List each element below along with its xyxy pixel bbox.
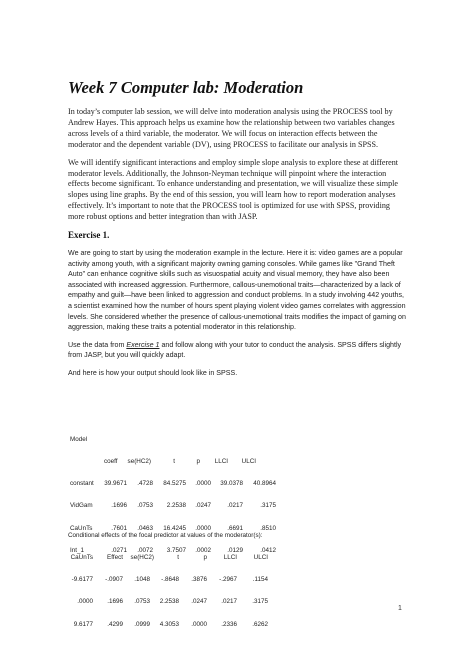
model-label: Model bbox=[70, 435, 88, 443]
exercise-heading: Exercise 1. bbox=[68, 230, 110, 241]
model-cell: .0753 bbox=[137, 502, 153, 510]
model-cell: .0247 bbox=[195, 502, 211, 510]
page-title: Week 7 Computer lab: Moderation bbox=[68, 78, 304, 97]
model-row-vidgam bbox=[70, 502, 276, 509]
model-row-constant bbox=[70, 480, 276, 487]
conditional-cell: .0000 bbox=[191, 620, 207, 628]
conditional-cell: -.0907 bbox=[105, 576, 123, 584]
conditional-cell: 9.6177 bbox=[73, 620, 93, 628]
conditional-row-low bbox=[68, 576, 268, 583]
model-cell: 84.5275 bbox=[163, 480, 186, 488]
model-header-cell: se(HC2) bbox=[127, 458, 151, 466]
model-cell: .7601 bbox=[111, 524, 127, 532]
conditional-cell: -.2967 bbox=[219, 576, 237, 584]
conditional-cell: -.8648 bbox=[161, 576, 179, 584]
model-header-cell: ULCI bbox=[241, 458, 256, 466]
conditional-cell: .0217 bbox=[221, 598, 237, 606]
conditional-cell: .2336 bbox=[221, 620, 237, 628]
conditional-cell: .0247 bbox=[191, 598, 207, 606]
model-cell: .0072 bbox=[137, 546, 153, 554]
model-header-cell: t bbox=[173, 458, 175, 466]
model-cell: 39.9671 bbox=[104, 480, 127, 488]
intro-paragraph-1: In today’s computer lab session, we will delve into moderation analysis using the PROCESS tool by Andrew Hayes. This approach helps us examine how the relationship between two variables changes across levels of a third variable, the moderator. We will focus on interaction effects between the moderator and the dependent variable (DV), using PROCESS to facilitate our analysis in SPSS. bbox=[68, 107, 395, 149]
conditional-cell: -9.6177 bbox=[71, 576, 93, 584]
page-number: 1 bbox=[398, 605, 402, 612]
model-header-cell: p bbox=[196, 458, 200, 466]
conditional-header-cell: t bbox=[177, 554, 179, 562]
conditional-header-cell: p bbox=[203, 554, 207, 562]
exercise-paragraph: We are going to start by using the moderation example in the lecture. Here it is: video games are a popular activity among youth, with a significant majority owning gaming consoles. While games like "Grand Theft Auto" can enhance cognitive skills such as visuospatial acuity and visual memory, they have also been associated with increased aggression. Furthermore, callous-unemotional traits—characterized by a lack of empathy and guilt—have been linked to aggression and conduct problems. In a study involving 442 youths, a scientist examined how the number of hours spent playing violent video games correlates with aggression levels. She considered whether the presence of callous-unemotional traits modifies the impact of gaming on aggression, making these traits a potential moderator in this relationship. bbox=[68, 249, 406, 332]
model-header-cell bbox=[70, 458, 104, 465]
conditional-cell: .6262 bbox=[252, 620, 268, 628]
model-cell: 40.8964 bbox=[253, 480, 276, 488]
conditional-cell: 2.2538 bbox=[159, 598, 179, 606]
conditional-cell: .4299 bbox=[107, 620, 123, 628]
intro-paragraph-2: We will identify significant interactions and employ simple slope analysis to explore these at different moderator levels. Additionally, the Johnson-Neyman technique will pinpoint where the interaction effects become significant. To enhance understanding and presentation, we will visualize these simple slopes using line graphs. By the end of this session, you will learn how to report moderation analyses effectively. It’s important to note that the PROCESS tool is optimized for use with SPSS, providing more robust options and better integration than with JASP. bbox=[68, 157, 399, 222]
conditional-header-cell: CaUnTs bbox=[70, 554, 93, 562]
conditional-header-cell: se(HC2) bbox=[130, 554, 154, 562]
model-cell: 3.7507 bbox=[166, 546, 186, 554]
document-body bbox=[68, 78, 408, 386]
model-header-cell: LLCI bbox=[214, 458, 228, 466]
conditional-cell: .3876 bbox=[191, 576, 207, 584]
conditional-cell: .3175 bbox=[252, 598, 268, 606]
conditional-row-mean bbox=[68, 598, 268, 605]
conditional-cell: .0000 bbox=[77, 598, 93, 606]
conditional-header-cell: Effect bbox=[107, 554, 123, 562]
model-cell: .0463 bbox=[137, 524, 153, 532]
model-header-cell: coeff bbox=[104, 458, 118, 466]
model-cell: .0000 bbox=[195, 480, 211, 488]
conditional-cell: .0999 bbox=[134, 620, 150, 628]
model-cell: .3175 bbox=[260, 502, 276, 510]
model-cell: CaUnTs bbox=[70, 524, 93, 532]
model-cell: .0271 bbox=[111, 546, 127, 554]
conditional-cell: .0753 bbox=[134, 598, 150, 606]
conditional-cell: .1048 bbox=[134, 576, 150, 584]
model-cell: .0217 bbox=[227, 502, 243, 510]
conditional-label: Conditional effects of the focal predictor at values of the moderator(s): bbox=[68, 531, 263, 539]
conditional-effects-table bbox=[68, 517, 268, 636]
model-cell: 2.2538 bbox=[166, 502, 186, 510]
conditional-header-row bbox=[68, 554, 268, 561]
conditional-row-high bbox=[68, 621, 268, 628]
conditional-header-cell: LLCI bbox=[223, 554, 237, 562]
conditional-cell: .1154 bbox=[252, 576, 268, 584]
conditional-cell: 4.3053 bbox=[159, 620, 179, 628]
model-cell: .0002 bbox=[195, 546, 211, 554]
conditional-header-cell: ULCI bbox=[253, 554, 268, 562]
model-cell: .0412 bbox=[260, 546, 276, 554]
model-cell: .6691 bbox=[227, 524, 243, 532]
model-cell: 16.4245 bbox=[163, 524, 186, 532]
conditional-cell: .1696 bbox=[107, 598, 123, 606]
model-cell: 39.0378 bbox=[220, 480, 243, 488]
model-header-row bbox=[70, 458, 276, 465]
model-cell: constant bbox=[70, 480, 94, 488]
model-cell: .8510 bbox=[260, 524, 276, 532]
instruction-after: and follow along with your tutor to conduct the analysis. SPSS differs slightly from JASP, but you will quickly adapt. bbox=[68, 340, 402, 360]
model-cell: .4728 bbox=[137, 480, 153, 488]
model-cell: .0000 bbox=[195, 524, 211, 532]
model-cell: VidGam bbox=[70, 502, 93, 510]
model-cell: Int_1 bbox=[70, 546, 85, 554]
output-intro: And here is how your output should look like in SPSS. bbox=[68, 369, 238, 377]
instruction-before: Use the data from bbox=[68, 340, 127, 349]
instruction-paragraph bbox=[68, 340, 408, 361]
exercise-link[interactable]: Exercise 1 bbox=[126, 340, 160, 349]
model-cell: .1696 bbox=[111, 502, 127, 510]
model-cell: .0129 bbox=[227, 546, 243, 554]
